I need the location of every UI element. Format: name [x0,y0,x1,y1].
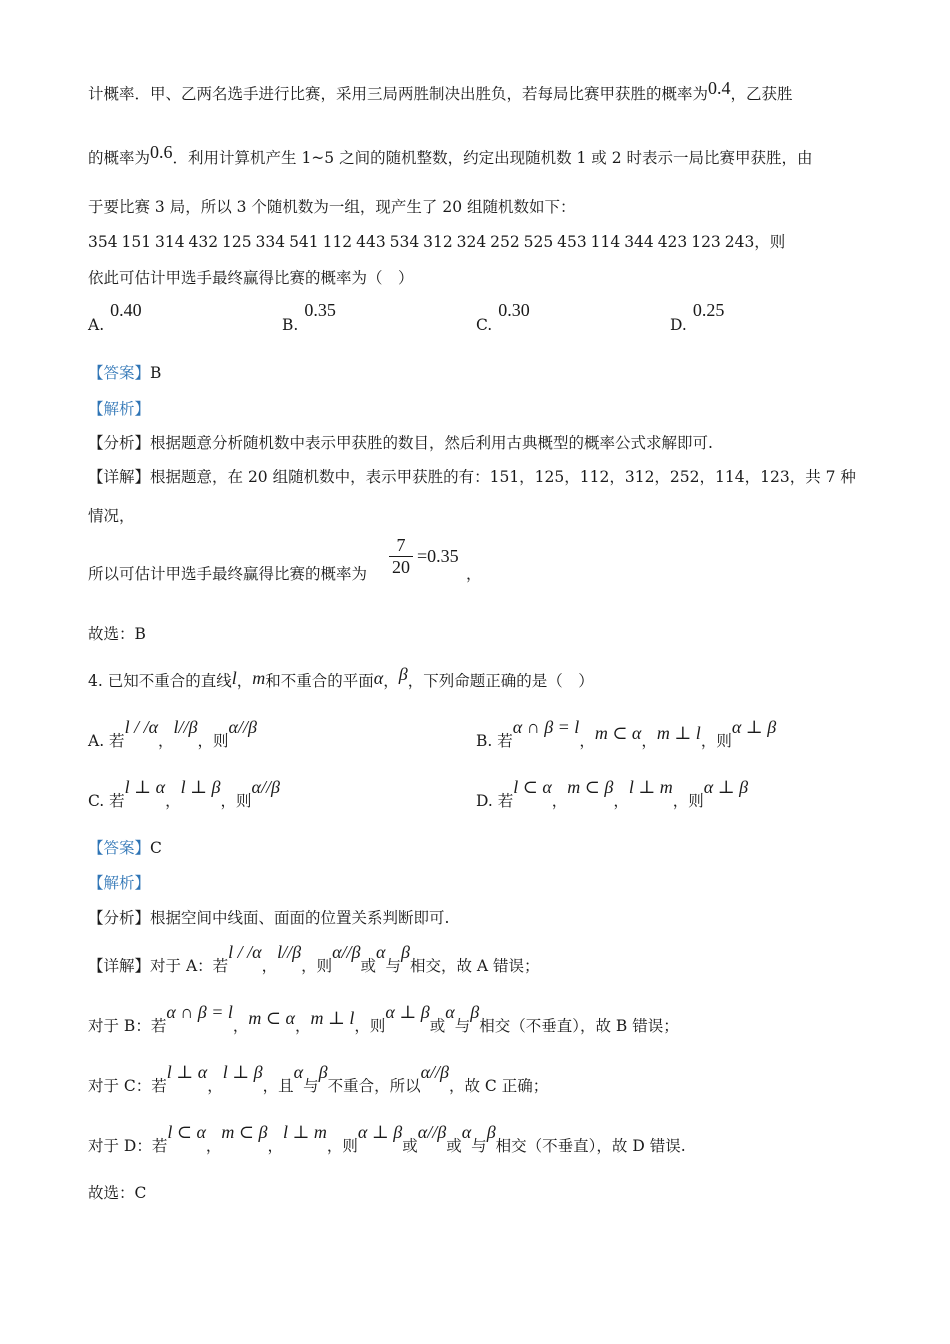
q4-fenxi: 【分析】根据空间中线面、面面的位置关系判断即可. [88,909,450,927]
p-lose: 0.6 [150,142,173,162]
q4-detail-b: 对于 B：若α ∩ β = l，m ⊂ α，m ⊥ l，则α ⊥ β或α与β相交（不垂直），故 B 错误； [88,1002,679,1035]
result-end: ， [466,565,482,583]
fraction [389,535,413,578]
fraction-value: =0.35 [417,546,459,566]
q3-line1: 计概率．甲、乙两名选手进行比赛，采用三局两胜制决出胜负，若每局比赛甲获胜的概率为0.4，乙获胜 [88,78,793,103]
q4-detail-c: 对于 C：若l ⊥ α，l ⊥ β，且α与β不重合，所以α//β，故 C 正确； [88,1062,549,1095]
option-a: A.0.40 [88,300,142,334]
q4-option-a: A. 若l / /α，l//β，则α//β [88,717,257,750]
q4-option-c: C. 若l ⊥ α，l ⊥ β，则α//β [88,777,280,810]
q4-final: 故选：C [88,1184,147,1202]
option-c: C.0.30 [476,300,530,334]
q4-option-d: D. 若l ⊂ α，m ⊂ β，l ⊥ m，则α ⊥ β [476,777,749,810]
q4-option-b: B. 若α ∩ β = l，m ⊂ α，m ⊥ l，则α ⊥ β [476,717,777,750]
q3-final: 故选：B [88,625,146,643]
option-d: D.0.25 [670,300,725,334]
q3-xiangjie2: 情况， [88,507,135,525]
q3-line3: 于要比赛 3 局，所以 3 个随机数为一组，现产生了 20 组随机数如下： [88,198,576,216]
q4-analysis-tag: 【解析】 [88,874,151,892]
q3-xiangjie: 【详解】根据题意，在 20 组随机数中，表示甲获胜的有：151，125，112，312，252，114，123，共 7 种 [88,468,856,486]
fraction-denominator: 20 [392,557,410,577]
q3-fenxi: 【分析】根据题意分析随机数中表示甲获胜的数目，然后利用古典概型的概率公式求解即可. [88,434,713,452]
q3-line2: 的概率为0.6．利用计算机产生 1~5 之间的随机整数，约定出现随机数 1 或 2 时表示一局比赛甲获胜，由 [88,142,813,167]
random-numbers: 354 151 314 432 125 334 541 112 443 534 312 324 252 525 453 114 344 423 123 243，则 [88,233,786,251]
q3-result: 所以可估计甲选手最终赢得比赛的概率为 [88,565,368,583]
q3-line5: 依此可估计甲选手最终赢得比赛的概率为（ ） [88,269,414,287]
q4-detail-a: 【详解】对于 A：若l / /α，l//β，则α//β或α与β相交，故 A 错误； [88,942,540,975]
q3-analysis-tag: 【解析】 [88,400,151,418]
q3-answer: 【答案】B [88,364,162,382]
q4-answer: 【答案】C [88,839,162,857]
fraction-numerator: 7 [396,535,406,555]
p-win: 0.4 [708,78,731,98]
q4-detail-d: 对于 D：若l ⊂ α，m ⊂ β，l ⊥ m，则α ⊥ β或α//β或α与β相交（不垂直），故 D 错误. [88,1122,686,1155]
q4-stem: 4. 已知不重合的直线l，m和不重合的平面α，β，下列命题正确的是（ ） [88,664,594,690]
option-b: B.0.35 [282,300,336,334]
